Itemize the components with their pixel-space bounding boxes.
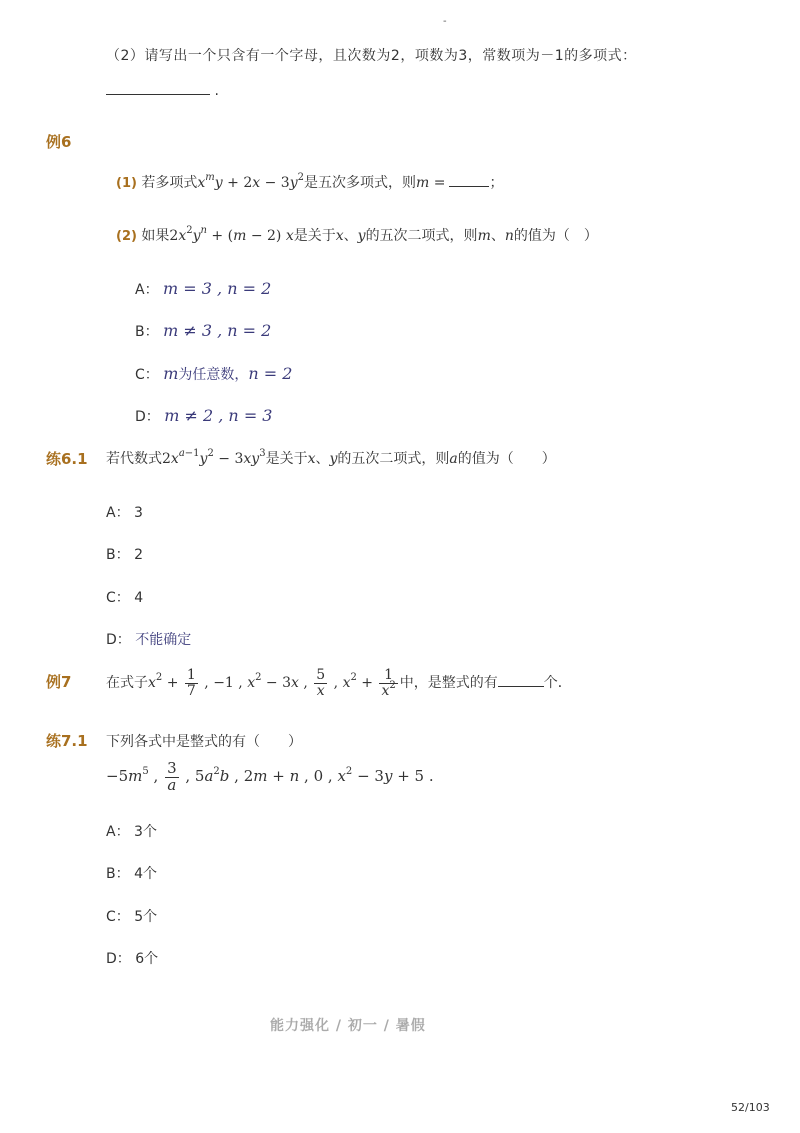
part-2-text-a: 如果 <box>141 228 170 244</box>
practice-7-1-label: 练7.1 <box>46 732 88 750</box>
answer-blank <box>106 80 210 95</box>
part-1-end: ； <box>489 175 504 191</box>
expression-list: $-5m^5$ , $\frac{3}{a}$ , $5a^2b$ , 2m + n , 0 , $x^2 - 3y + 5$ . <box>106 758 434 794</box>
example-7-label: 例7 <box>46 673 72 691</box>
question-2-answer-line <box>106 80 219 99</box>
practice-6-1-option-b[interactable]: B： 2 <box>106 547 143 563</box>
practice-7-1-option-b[interactable]: B： 4个 <box>106 866 157 882</box>
polynomial-expression: $x^my + 2x - 3y^2$ <box>197 172 304 191</box>
practice-7-1-question: 下列各式中是整式的有（ ） <box>106 734 302 750</box>
page-number: 52/103 <box>731 1101 770 1114</box>
example-6-option-c[interactable]: C： m为任意数，n = 2 <box>135 364 293 383</box>
expression-list: $x^2$ + $\frac{1}{7}$ , −1 , $x^2 - 3x$ , $\frac{5}{x}$ , $x^2$ + $\frac{1}{x^2}$ <box>148 666 396 699</box>
practice-6-1-option-c[interactable]: C： 4 <box>106 590 144 606</box>
example-7-question: 在式子$x^2$ + $\frac{1}{7}$ , −1 , $x^2 - 3x$ , $\frac{5}{x}$ , $x^2$ + $\frac{1}{x^2}$ 中，是整式的有 个． <box>106 666 572 699</box>
polynomial-expression: $2x^{a-1}y^2 - 3xy^3$ <box>162 448 266 467</box>
practice-7-1-expressions <box>106 753 434 799</box>
practice-7-1-option-a[interactable]: A： 3个 <box>106 824 157 840</box>
part-2-label: (2) <box>116 229 137 244</box>
part-2-text-c: 的五次二项式，则 <box>365 228 478 244</box>
answer-blank <box>449 172 489 187</box>
polynomial-expression: $2x^2y^n + (m - 2)$ x <box>169 225 294 244</box>
practice-7-1-option-c[interactable]: C： 5个 <box>106 909 158 925</box>
question-2-end: . <box>214 83 219 99</box>
option-value: m ≠ 3 , n = 2 <box>163 321 272 340</box>
footer-text: 能力强化 / 初一 / 暑假 <box>270 1018 426 1034</box>
part-1-text-b: 是五次多项式，则 <box>303 175 416 191</box>
part-2-text-b: 是关于 <box>293 228 336 244</box>
example-6-option-d[interactable]: D： m ≠ 2 , n = 3 <box>135 406 273 425</box>
example-6-option-b[interactable]: B： m ≠ 3 , n = 2 <box>135 321 272 340</box>
part-2-text-d: 的值为（ ） <box>513 228 598 244</box>
option-value: m ≠ 2 , n = 3 <box>164 406 273 425</box>
question-2-text: （2）请写出一个只含有一个字母，且次数为2，项数为3，常数项为－1的多项式： <box>106 48 637 64</box>
m-equals: m = <box>415 175 446 191</box>
practice-6-1-option-d[interactable]: D： 不能确定 <box>106 632 192 648</box>
practice-6-1-label: 练6.1 <box>46 450 88 468</box>
answer-blank <box>498 672 544 687</box>
practice-6-1-question: 若代数式$2x^{a-1}y^2 - 3xy^3$是关于x、y的五次二项式，则a的值为（ ） <box>106 448 556 467</box>
part-1-label: (1) <box>116 176 137 191</box>
var-m-n: m <box>477 228 491 244</box>
example-6-part-1 <box>116 172 503 192</box>
example-6-option-a[interactable]: A： m = 3 , n = 2 <box>135 279 272 298</box>
var-x-y: x <box>335 228 344 244</box>
top-mark: - <box>443 16 447 27</box>
example-6-part-2: (2) 如果$2x^2y^n + (m - 2)$ x是关于x、y的五次二项式，则m、n的值为（ ） <box>116 225 598 244</box>
example-6-label: 例6 <box>46 133 72 151</box>
practice-7-1-option-d[interactable]: D： 6个 <box>106 951 159 967</box>
option-value: m = 3 , n = 2 <box>163 279 272 298</box>
practice-6-1-option-a[interactable]: A： 3 <box>106 505 143 521</box>
part-1-text-a: 若多项式 <box>141 175 198 191</box>
